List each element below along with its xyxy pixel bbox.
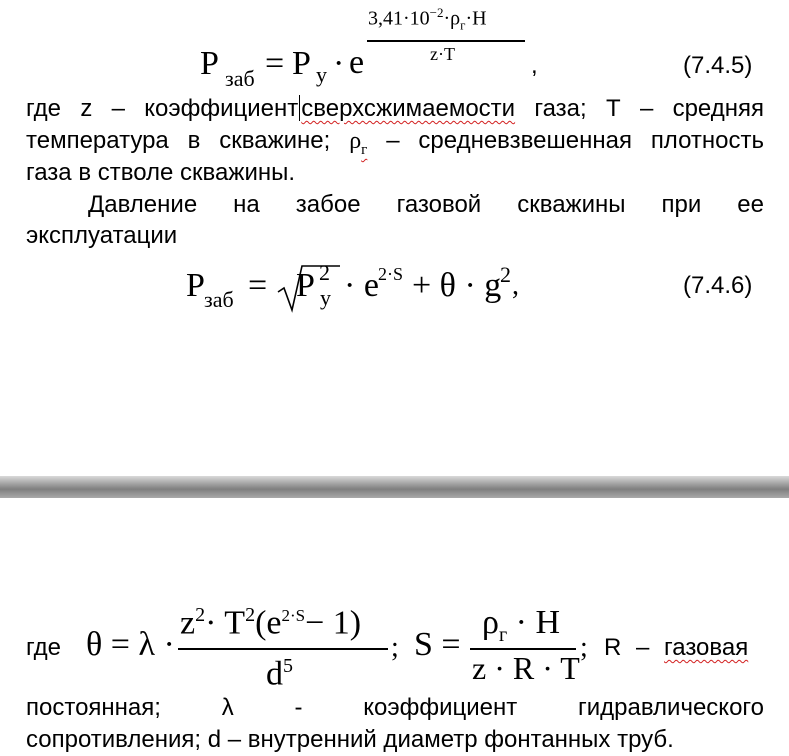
eq1-exp-numerator: $3,41\cdot 10^{-2}\cdot\rho_г\cdot H$ [368,5,487,33]
eq2-lhs-sub: заб [204,287,234,312]
para1-line-3: газа в стволе скважины. [26,159,296,186]
theta-num: $z^2\cdot T^2(e^{2\cdot S}- 1)$ [180,604,362,642]
eq1-dot: · [333,45,345,82]
semicolon-2: ; [580,632,588,663]
para1-rho: $\rho_г$ [349,128,368,158]
theta-lhs: θ = λ · [86,626,175,663]
para1-line-1 [26,95,764,123]
eq2-number: (7.4.6) [683,272,753,299]
para3-gde: где [26,634,62,661]
s-num: $\rho_г \cdot H$ [482,604,561,646]
page-break-separator [0,476,789,498]
eq2-rad-p: P [296,267,315,304]
para1-l1-c: газа; Т – средняя [515,95,764,122]
eq2-plus-theta-g: + θ · g [412,267,502,304]
eq1-exp-denominator: z·T [430,44,455,64]
para2-line-2: эксплуатации [26,222,178,249]
s-lhs: S = [414,626,461,663]
para3-line-3: сопротивления; d – внутренний диаметр фонтанных труб. [26,726,674,753]
eq1-e: e [349,44,365,81]
semicolon-1: ; [391,632,399,663]
para1-line-2 [26,127,764,159]
eq2-comma: , [512,270,519,301]
para1-l2-b: – средневзвешенная плотность [367,127,764,154]
eq2-rad-pow: 2 [319,260,330,285]
para1-l1-misspelled: сверхсжимаемости [301,95,516,122]
eq1-comma: , [531,52,538,79]
eq2-dot-e: · e [344,267,379,304]
para2-line-1: Давление на забое газовой скважины при ее [88,191,764,218]
theta-den: $d^5$ [266,655,293,693]
eq1-equals: = [265,45,285,82]
eq1-exp-fraction-bar [367,40,525,42]
theta-fraction-bar [178,648,388,650]
eq1-py-p: P [292,45,311,82]
para1-l2-a: температура в скважине; [26,127,350,154]
eq1-lhs-sub: заб [225,66,255,91]
eq2-g-pow: 2 [500,262,511,287]
eq1-py-sub: у [316,62,327,87]
eq2-equals: = [248,267,268,304]
s-den: z · R · T [472,650,580,686]
eq1-number: (7.4.5) [683,52,753,79]
eq2-lhs-p: P [186,267,205,304]
eq2-e-pow: 2·S [378,264,404,284]
para1-l1-a: где z – коэффициент [26,95,299,122]
eq1-lhs-p: P [200,45,219,82]
eq2-rad-sub: у [320,285,331,310]
para3-tail: R – газовая [604,634,749,661]
para3-line-2: постоянная; λ - коэффициент гидравлического [26,694,764,721]
